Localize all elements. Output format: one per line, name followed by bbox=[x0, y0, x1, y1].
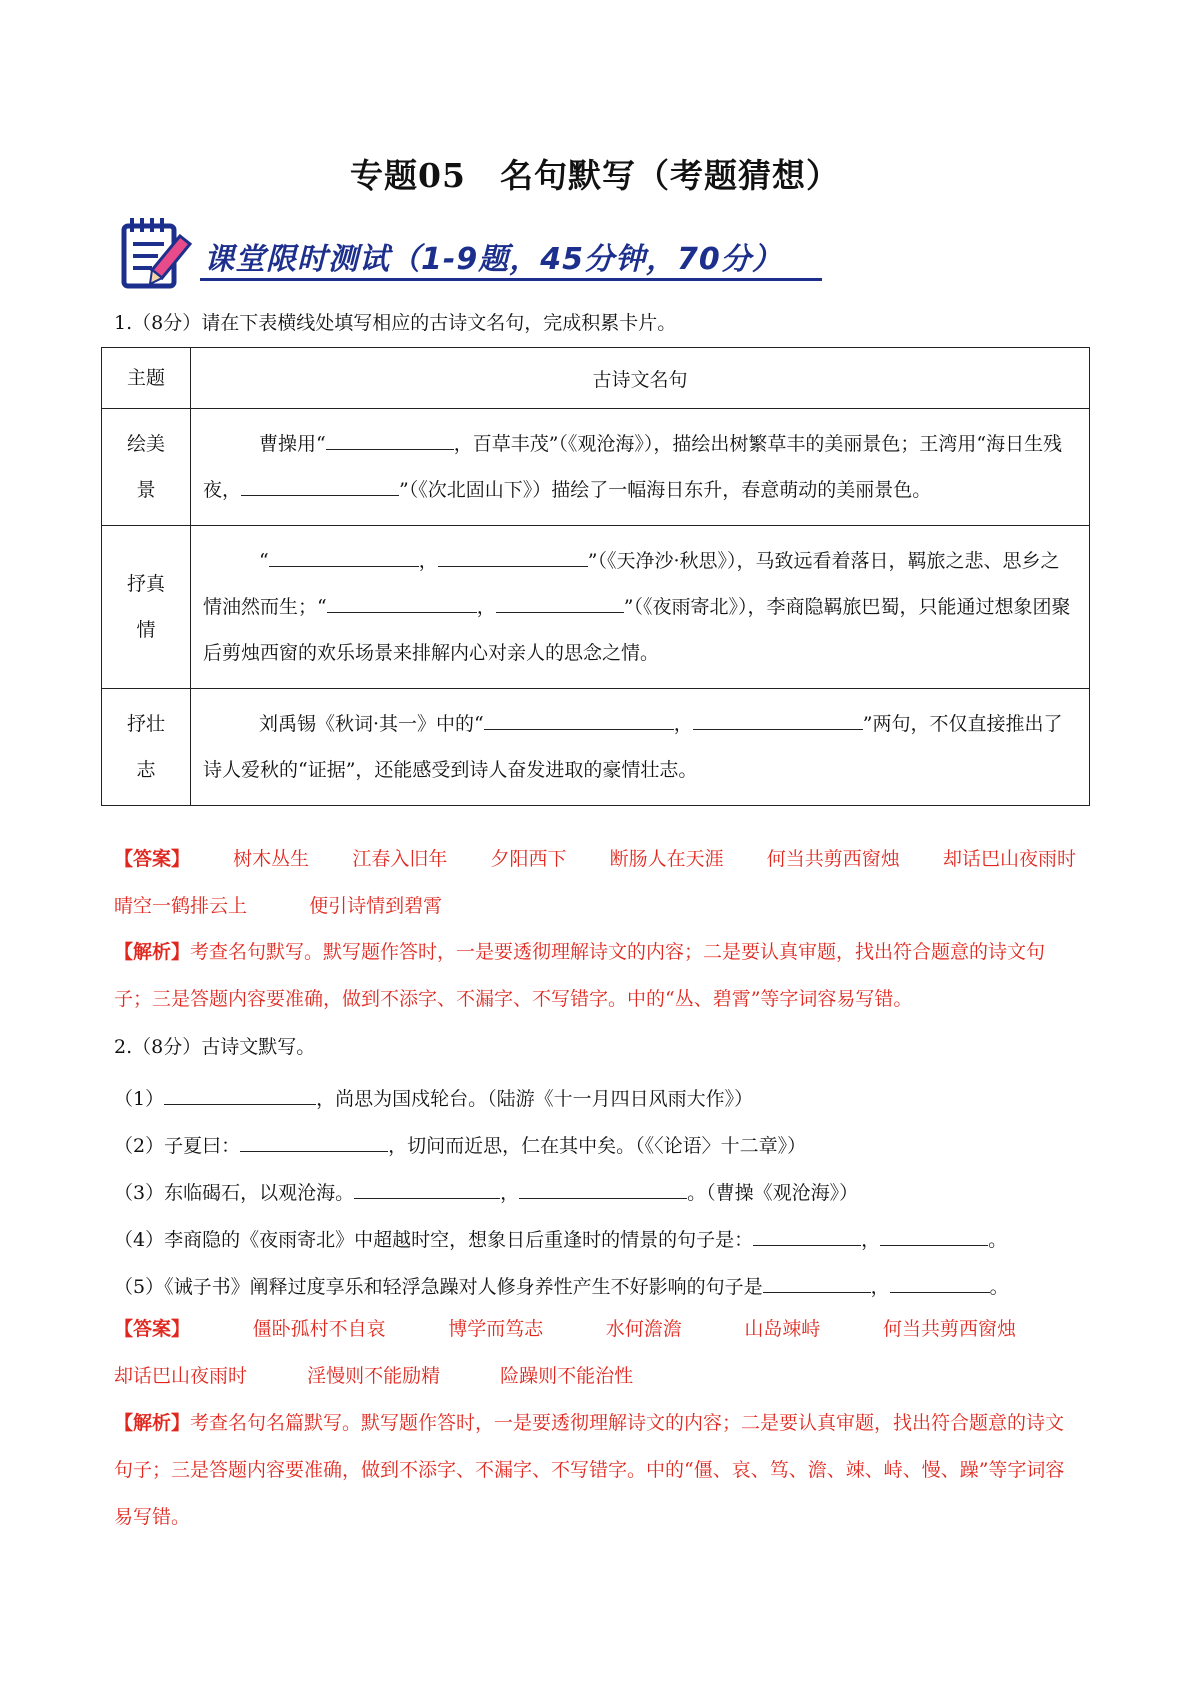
text-fragment: ，尚思为国戍轮台。（陆游《十一月四日风雨大作》） bbox=[316, 1088, 754, 1110]
fill-blank[interactable] bbox=[519, 1176, 687, 1199]
answer-item: 博学而笃志 bbox=[448, 1318, 544, 1340]
answer-item: 便引诗情到碧霄 bbox=[309, 895, 443, 917]
text-fragment: （2）子夏曰： bbox=[114, 1135, 241, 1157]
row-content-ambition bbox=[191, 689, 1090, 806]
section-banner bbox=[118, 212, 828, 292]
theme-label: 抒真情 bbox=[126, 573, 165, 641]
answer-item: 树木丛生 bbox=[233, 848, 310, 870]
q2-item-3 bbox=[114, 1176, 858, 1205]
text-fragment: （1） bbox=[114, 1088, 165, 1110]
q2-item-4 bbox=[114, 1223, 1007, 1252]
row-theme-ambition bbox=[102, 689, 191, 806]
text-fragment: ”（《天净沙·秋思》），马致远看着落日，羁旅之悲、思乡之情油然而生；“ bbox=[203, 550, 1060, 618]
q1-stem: 1.（8分）请在下表横线处填写相应的古诗文名句，完成积累卡片。 bbox=[114, 312, 677, 334]
q2-item-1 bbox=[114, 1082, 753, 1111]
q2-answer bbox=[114, 1306, 1076, 1400]
q1-answer bbox=[114, 836, 1076, 930]
banner-underline bbox=[200, 278, 822, 281]
text-fragment: “ bbox=[259, 550, 269, 572]
header-content: 古诗文名句 bbox=[191, 348, 1090, 409]
answer-item: 晴空一鹤排云上 bbox=[114, 895, 248, 917]
q2-stem: 2.（8分）古诗文默写。 bbox=[114, 1036, 316, 1058]
fill-blank[interactable] bbox=[326, 427, 454, 450]
table-row bbox=[102, 526, 1090, 689]
answer-item: 断肠人在天涯 bbox=[609, 848, 724, 870]
answer-item: 淫慢则不能励精 bbox=[307, 1365, 441, 1387]
q2-item-5 bbox=[114, 1270, 1009, 1299]
theme-label: 绘美景 bbox=[126, 433, 165, 501]
answer-item: 却话巴山夜雨时 bbox=[114, 1365, 248, 1387]
text-fragment: ， bbox=[870, 1276, 890, 1298]
text-fragment: ， bbox=[673, 713, 693, 735]
fill-blank[interactable] bbox=[496, 590, 624, 613]
text-fragment: ”两句，不仅直接推出了诗人爱秋的“证据”，还能感受到诗人奋发进取的豪情壮志。 bbox=[203, 713, 1063, 781]
answer-item: 江春入旧年 bbox=[352, 848, 448, 870]
answer-row bbox=[114, 883, 1076, 930]
answer-item: 险躁则不能治性 bbox=[500, 1365, 634, 1387]
text-fragment: ， bbox=[418, 550, 438, 572]
q1-analysis bbox=[114, 929, 1076, 1023]
answer-item: 僵卧孤村不自哀 bbox=[252, 1318, 386, 1340]
fill-blank[interactable] bbox=[753, 1223, 861, 1246]
text-fragment: ， bbox=[476, 596, 496, 618]
analysis-text: 考查名句默写。默写题作答时，一是要透彻理解诗文的内容；二是要认真审题，找出符合题意的诗文句子；三是答题内容要准确，做到不添字、不漏字、不写错字。中的“丛、碧霄”等字词容易写错。 bbox=[114, 941, 1046, 1010]
answer-row bbox=[114, 1306, 1076, 1353]
analysis-text: 考查名句名篇默写。默写题作答时，一是要透彻理解诗文的内容；二是要认真审题，找出符合题意的诗文句子；三是答题内容要准确，做到不添字、不漏字、不写错字。中的“僵、哀、笃、澹、竦、峙、慢、躁”等字词容易写错。 bbox=[114, 1412, 1065, 1528]
text-fragment: 。 bbox=[988, 1229, 1008, 1251]
fill-blank[interactable] bbox=[241, 473, 399, 496]
row-content-emotion bbox=[191, 526, 1090, 689]
fill-blank[interactable] bbox=[890, 1270, 990, 1293]
notebook-pencil-icon bbox=[118, 212, 198, 294]
row-theme-beauty bbox=[102, 409, 191, 526]
fill-blank[interactable] bbox=[763, 1270, 871, 1293]
fill-blank[interactable] bbox=[693, 707, 863, 730]
fill-blank[interactable] bbox=[240, 1129, 388, 1152]
row-theme-emotion bbox=[102, 526, 191, 689]
accumulation-card-table bbox=[101, 347, 1090, 806]
analysis-label: 【解析】 bbox=[114, 1412, 191, 1434]
answer-item: 水何澹澹 bbox=[605, 1318, 682, 1340]
text-fragment: 刘禹锡《秋词·其一》中的“ bbox=[259, 713, 484, 735]
text-fragment: ， bbox=[500, 1182, 520, 1204]
answer-item: 山岛竦峙 bbox=[744, 1318, 821, 1340]
text-fragment: 曹操用“ bbox=[259, 433, 326, 455]
text-fragment: 。（曹操《观沧海》） bbox=[687, 1182, 859, 1204]
fill-blank[interactable] bbox=[880, 1223, 988, 1246]
answer-item: 何当共剪西窗烛 bbox=[882, 1318, 1016, 1340]
theme-label: 抒壮志 bbox=[126, 713, 165, 781]
answer-item: 何当共剪西窗烛 bbox=[766, 848, 900, 870]
text-fragment: ”（《夜雨寄北》），李商隐羁旅巴蜀，只能通过想象团聚后剪烛西窗的欢乐场景来排解内心对亲人的思念之情。 bbox=[203, 596, 1071, 664]
row-content-beauty bbox=[191, 409, 1090, 526]
table-row bbox=[102, 689, 1090, 806]
answer-label: 【答案】 bbox=[114, 848, 191, 870]
fill-blank[interactable] bbox=[438, 544, 588, 567]
text-fragment: （3）东临碣石，以观沧海。 bbox=[114, 1182, 355, 1204]
fill-blank[interactable] bbox=[269, 544, 419, 567]
answer-row bbox=[114, 836, 1076, 883]
text-fragment: ，切问而近思，仁在其中矣。（《〈论语〉十二章》） bbox=[388, 1135, 807, 1157]
banner-text: 课堂限时测试（1-9题，45分钟，70分） bbox=[204, 242, 783, 277]
answer-row bbox=[114, 1353, 1076, 1400]
fill-blank[interactable] bbox=[327, 590, 477, 613]
q2-analysis bbox=[114, 1400, 1076, 1541]
table-row bbox=[102, 409, 1090, 526]
answer-label: 【答案】 bbox=[114, 1318, 191, 1340]
fill-blank[interactable] bbox=[354, 1176, 500, 1199]
q2-item-2 bbox=[114, 1129, 806, 1158]
answer-item: 夕阳西下 bbox=[490, 848, 567, 870]
text-fragment: （5）《诫子书》阐释过度享乐和轻浮急躁对人修身养性产生不好影响的句子是 bbox=[114, 1276, 763, 1298]
analysis-label: 【解析】 bbox=[114, 941, 191, 963]
page-title: 专题05 名句默写（考题猜想） bbox=[350, 156, 840, 195]
text-fragment: ，百草丰茂”（《观沧海》），描绘出树繁草丰的美丽景色；王湾用“海日生残夜， bbox=[203, 433, 1063, 501]
answer-item: 却话巴山夜雨时 bbox=[942, 848, 1076, 870]
fill-blank[interactable] bbox=[484, 707, 674, 730]
text-fragment: ”（《次北固山下》）描绘了一幅海日东升，春意萌动的美丽景色。 bbox=[399, 479, 932, 501]
header-theme: 主题 bbox=[102, 348, 191, 409]
table-header-row bbox=[102, 348, 1090, 409]
text-fragment: 。 bbox=[989, 1276, 1009, 1298]
text-fragment: ， bbox=[861, 1229, 881, 1251]
fill-blank[interactable] bbox=[164, 1082, 316, 1105]
text-fragment: （4）李商隐的《夜雨寄北》中超越时空，想象日后重逢时的情景的句子是： bbox=[114, 1229, 754, 1251]
